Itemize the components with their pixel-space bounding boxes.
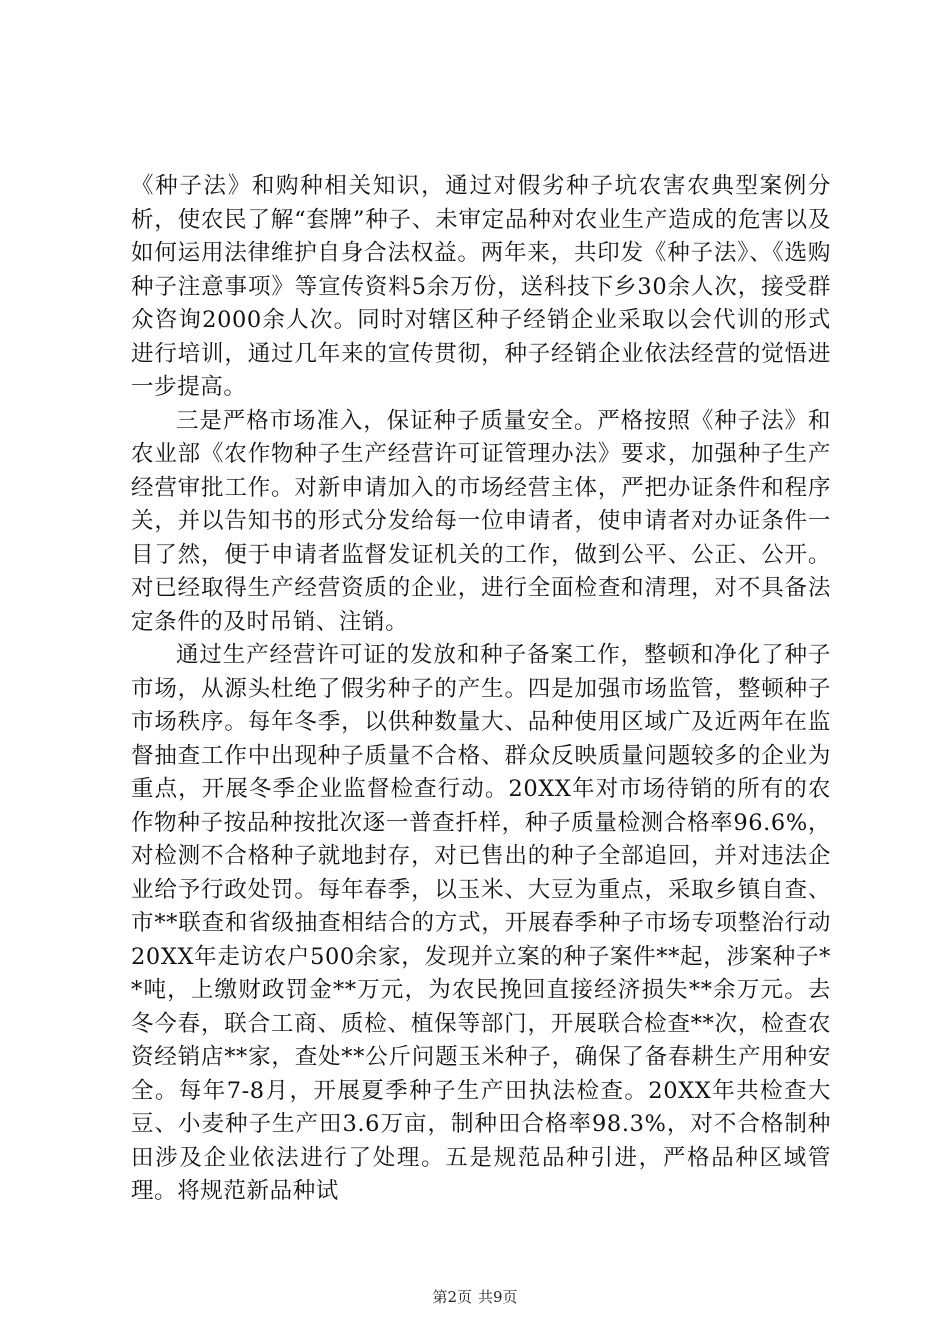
page-footer [0,1287,950,1307]
paragraph-3: 通过生产经营许可证的发放和种子备案工作，整顿和净化了种子市场，从源头杜绝了假劣种子的产生。四是加强市场监管，整顿种子市场秩序。每年冬季，以供种数量大、品种使用区域广及近两年在监督抽查工作中出现种子质量不合格、群众反映质量问题较多的企业为重点，开展冬季企业监督检查行动。20XX年对市场待销的所有的农作物种子按品种按批次逐一普查扦样，种子质量检测合格率96.6%，对检测不合格种子就地封存，对已售出的种子全部追回，并对违法企业给予行政处罚。每年春季，以玉米、大豆为重点，采取乡镇自查、市**联查和省级抽查相结合的方式，开展春季种子市场专项整治行动20XX年走访农户500余家，发现并立案的种子案件**起，涉案种子**吨，上缴财政罚金**万元，为农民挽回直接经济损失**余万元。去冬今春，联合工商、质检、植保等部门，开展联合检查**次，检查农资经销店**家，查处**公斤问题玉米种子，确保了备春耕生产用种安全。每年7-8月，开展夏季种子生产田执法检查。20XX年共检查大豆、小麦种子生产田3.6万亩，制种田合格率98.3%，对不合格制种田涉及企业依法进行了处理。五是规范品种引进，严格品种区域管理。将规范新品种试 [131,642,831,1204]
paragraph-1: 《种子法》和购种相关知识，通过对假劣种子坑农害农典型案例分析，使农民了解“套牌”种子、未审定品种对农业生产造成的危害以及如何运用法律维护自身合法权益。两年来，共印发《种子法》、《选购种子注意事项》等宣传资料5余万份，送科技下乡30余人次，接受群众咨询2000余人次。同时对辖区种子经销企业采取以会代训的形式进行培训，通过几年来的宣传贯彻，种子经销企业依法经营的觉悟进一步提高。 [131,173,831,400]
page-number: 第2页 [432,1288,472,1306]
paragraph-2: 三是严格市场准入，保证种子质量安全。严格按照《种子法》和农业部《农作物种子生产经营许可证管理办法》要求，加强种子生产经营审批工作。对新申请加入的市场经营主体，严把办证条件和程序关，并以告知书的形式分发给每一位申请者，使申请者对办证条件一目了然，便于申请者监督发证机关的工作，做到公平、公正、公开。对已经取得生产经营资质的企业，进行全面检查和清理，对不具备法定条件的及时吊销、注销。 [131,407,831,635]
page-total: 共9页 [478,1288,518,1306]
document-body [131,170,831,1209]
